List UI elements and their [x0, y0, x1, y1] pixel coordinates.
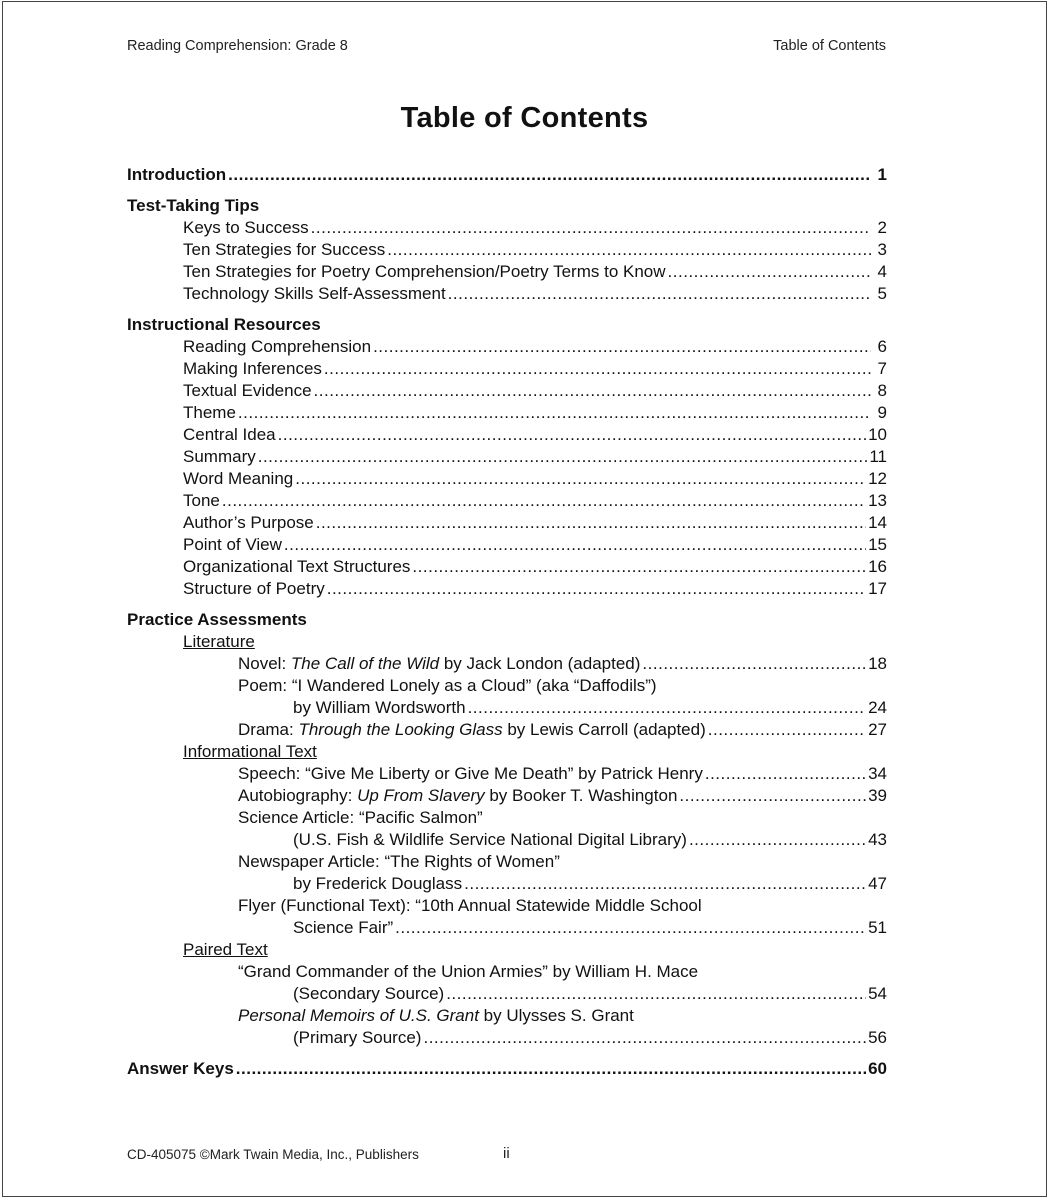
- dot-leader: [228, 164, 871, 186]
- toc-page-number: 43: [868, 830, 887, 849]
- instructional-entry: [127, 512, 887, 534]
- toc-entry-answer-keys: [127, 1058, 887, 1080]
- dot-leader: [642, 653, 866, 675]
- toc-entry-label: Point of View: [183, 535, 282, 554]
- dot-leader: [689, 829, 866, 851]
- toc-entry-label: Word Meaning: [183, 469, 294, 488]
- work-title: Personal Memoirs of U.S. Grant: [238, 1006, 479, 1025]
- footer-credit: CD-405075 ©Mark Twain Media, Inc., Publishers: [127, 1147, 419, 1162]
- dot-leader: [295, 468, 866, 490]
- toc-entry-label: Structure of Poetry: [183, 579, 325, 598]
- toc-entry-label: Central Idea: [183, 425, 276, 444]
- dot-leader: [373, 336, 871, 358]
- toc-page-number: 34: [868, 764, 887, 783]
- toc-entry-label: Speech: “Give Me Liberty or Give Me Death” by Patrick Henry: [238, 764, 703, 783]
- toc-page-number: 14: [868, 513, 887, 532]
- instructional-entry: [127, 556, 887, 578]
- instructional-entry: [127, 336, 887, 358]
- dot-leader: [468, 697, 867, 719]
- dot-leader: [284, 534, 866, 556]
- instructional-entry: [127, 402, 887, 424]
- dot-leader: [412, 556, 866, 578]
- toc-entry-label: Personal Memoirs of U.S. Grant by Ulysses S. Grant: [238, 1006, 634, 1025]
- toc-page-number: 16: [868, 557, 887, 576]
- toc-entry-flyer-line2: [127, 917, 887, 939]
- toc-page-number: 10: [868, 425, 887, 444]
- toc-entry-newspaper-line2: [127, 873, 887, 895]
- toc-entry-label: by Frederick Douglass: [293, 874, 463, 893]
- toc-entry-science-line2: [127, 829, 887, 851]
- test-taking-list: [127, 217, 887, 305]
- dot-leader: [679, 785, 866, 807]
- dot-leader: [423, 1027, 866, 1049]
- instructional-entry: [127, 490, 887, 512]
- toc-entry-label: Introduction: [127, 165, 227, 184]
- toc-page-number: 54: [868, 984, 887, 1003]
- toc-page-number: 17: [868, 579, 887, 598]
- section-heading-practice: Practice Assessments: [127, 610, 307, 629]
- toc-entry-memoirs-line1: [127, 1005, 887, 1027]
- work-title: Up From Slavery: [357, 786, 485, 805]
- toc-entry-introduction: [127, 164, 887, 186]
- toc-entry-label: (U.S. Fish & Wildlife Service National Digital Library): [293, 830, 687, 849]
- toc-page-number: 3: [877, 240, 887, 259]
- test-taking-entry: [127, 239, 887, 261]
- toc-entry-label: (Primary Source): [293, 1028, 422, 1047]
- dot-leader: [314, 380, 871, 402]
- toc-entry-drama: [127, 719, 887, 741]
- toc-entry-science-line1: [127, 807, 887, 829]
- toc-page-number: 7: [877, 359, 887, 378]
- toc-entry-newspaper-line1: [127, 851, 887, 873]
- toc-entry-memoirs-line2: [127, 1027, 887, 1049]
- toc-entry-label: Reading Comprehension: [183, 337, 372, 356]
- toc-entry-autobiography: [127, 785, 887, 807]
- toc-entry-label: (Secondary Source): [293, 984, 445, 1003]
- toc-page-number: 2: [877, 218, 887, 237]
- work-title: Through the Looking Glass: [298, 720, 503, 739]
- toc-entry-label: Autobiography: Up From Slavery by Booker T. Washington: [238, 786, 678, 805]
- instructional-entry: [127, 446, 887, 468]
- instructional-entry: [127, 468, 887, 490]
- toc-entry-label: Answer Keys: [127, 1059, 234, 1078]
- dot-leader: [316, 512, 866, 534]
- test-taking-entry: [127, 217, 887, 239]
- dot-leader: [236, 1058, 866, 1080]
- toc-page-number: 24: [868, 698, 887, 717]
- instructional-entry: [127, 358, 887, 380]
- toc-page-number: 1: [877, 165, 887, 184]
- section-heading-instructional: Instructional Resources: [127, 315, 321, 334]
- toc-page-number: 27: [868, 720, 887, 739]
- toc-entry-label: “Grand Commander of the Union Armies” by William H. Mace: [238, 962, 699, 981]
- toc-entry-grand-line2: [127, 983, 887, 1005]
- toc-entry-label: Ten Strategies for Poetry Comprehension/Poetry Terms to Know: [183, 262, 666, 281]
- toc-entry-label: Flyer (Functional Text): “10th Annual Statewide Middle School: [238, 896, 702, 915]
- toc-entry-label: Poem: “I Wandered Lonely as a Cloud” (aka “Daffodils”): [238, 676, 657, 695]
- dot-leader: [446, 983, 866, 1005]
- toc-entry-label: Textual Evidence: [183, 381, 312, 400]
- toc-entry-poem-line2: [127, 697, 887, 719]
- dot-leader: [238, 402, 871, 424]
- toc-entry-label: Novel: The Call of the Wild by Jack London (adapted): [238, 654, 641, 673]
- toc-entry-label: Drama: Through the Looking Glass by Lewis Carroll (adapted): [238, 720, 706, 739]
- toc-page-number: 13: [868, 491, 887, 510]
- toc-entry-label: Summary: [183, 447, 256, 466]
- toc-entry-speech: [127, 763, 887, 785]
- toc-page-number: 12: [868, 469, 887, 488]
- toc-page-number: 47: [868, 874, 887, 893]
- subsection-informational: Informational Text: [183, 742, 317, 761]
- dot-leader: [327, 578, 866, 600]
- toc-page-number: 18: [868, 654, 887, 673]
- toc-page-number: 4: [877, 262, 887, 281]
- dot-leader: [705, 763, 866, 785]
- subsection-literature: Literature: [183, 632, 255, 651]
- instructional-entry: [127, 424, 887, 446]
- toc-entry-label: Tone: [183, 491, 220, 510]
- footer-page-number: ii: [503, 1145, 510, 1162]
- dot-leader: [708, 719, 866, 741]
- dot-leader: [387, 239, 871, 261]
- toc-page-number: 8: [877, 381, 887, 400]
- toc-entry-label: Ten Strategies for Success: [183, 240, 386, 259]
- running-head-right: Table of Contents: [773, 38, 886, 54]
- toc-entry-label: Science Fair”: [293, 918, 394, 937]
- dot-leader: [278, 424, 866, 446]
- toc-page-number: 6: [877, 337, 887, 356]
- toc-page-number: 51: [868, 918, 887, 937]
- toc-entry-label: Making Inferences: [183, 359, 322, 378]
- toc-entry-label: Theme: [183, 403, 236, 422]
- instructional-list: [127, 336, 887, 600]
- running-head-left: Reading Comprehension: Grade 8: [127, 38, 348, 54]
- dot-leader: [324, 358, 871, 380]
- instructional-entry: [127, 380, 887, 402]
- page-title: Table of Contents: [400, 102, 649, 134]
- toc-page-number: 11: [869, 447, 887, 466]
- instructional-entry: [127, 534, 887, 556]
- toc-entry-grand-line1: [127, 961, 887, 983]
- dot-leader: [395, 917, 866, 939]
- dot-leader: [222, 490, 866, 512]
- toc-page-number: 60: [868, 1059, 887, 1078]
- toc-entry-label: Keys to Success: [183, 218, 309, 237]
- toc-entry-label: by William Wordsworth: [293, 698, 466, 717]
- document-page: [2, 1, 1047, 1197]
- table-of-contents: [127, 164, 887, 1080]
- toc-page-number: 5: [877, 284, 887, 303]
- toc-entry-novel: [127, 653, 887, 675]
- test-taking-entry: [127, 261, 887, 283]
- toc-entry-label: Organizational Text Structures: [183, 557, 411, 576]
- toc-entry-label: Author’s Purpose: [183, 513, 314, 532]
- toc-entry-poem-line1: [127, 675, 887, 697]
- section-heading-test-taking: Test-Taking Tips: [127, 196, 260, 215]
- toc-entry-label: Newspaper Article: “The Rights of Women”: [238, 852, 560, 871]
- subsection-paired: Paired Text: [183, 940, 268, 959]
- dot-leader: [258, 446, 868, 468]
- toc-page-number: 39: [868, 786, 887, 805]
- work-title: The Call of the Wild: [290, 654, 440, 673]
- toc-entry-label: Technology Skills Self-Assessment: [183, 284, 446, 303]
- dot-leader: [668, 261, 871, 283]
- toc-entry-flyer-line1: [127, 895, 887, 917]
- dot-leader: [448, 283, 871, 305]
- toc-entry-label: Science Article: “Pacific Salmon”: [238, 808, 483, 827]
- instructional-entry: [127, 578, 887, 600]
- dot-leader: [311, 217, 871, 239]
- toc-page-number: 56: [868, 1028, 887, 1047]
- test-taking-entry: [127, 283, 887, 305]
- toc-page-number: 9: [877, 403, 887, 422]
- dot-leader: [464, 873, 866, 895]
- toc-page-number: 15: [868, 535, 887, 554]
